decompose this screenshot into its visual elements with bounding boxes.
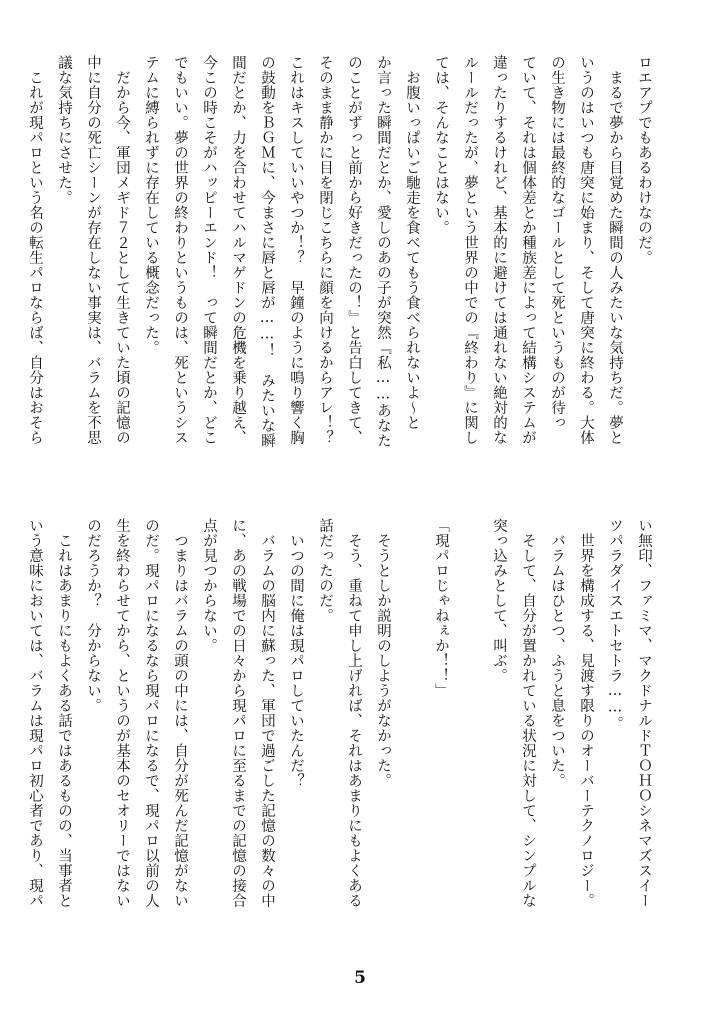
text-line: いう意味においては、バラムは現パロ初心者であり、現パ [27,518,43,908]
dialogue-line: 「現パロじゃねぇか！！」 [433,518,449,698]
text-line: 今この時こそがハッピーエンド！ って瞬間だとか、どこ [201,55,217,445]
text-line: に、あの戦場での日々から現パロに至るまでの記憶の接合 [230,518,246,908]
blank-line [397,518,426,943]
text-line: これが現パロという名の転生パロならば、自分はおそら [27,55,43,445]
text-line: つまりはバラムの頭の中には、自分が死んだ記憶がない [172,518,188,908]
text-line: まるで夢から目覚めた瞬間の人みたいな気持ちだ。夢と [607,55,623,445]
text-line: い無印、ファミマ、マクドナルドＴＯＨＯシネマズスイー [636,518,652,908]
text-line: 生を終わらせてから、というのが基本のセオリーではない [114,518,130,908]
text-line: お腹いっぱいご馳走を食べてもう食べられないよ〜と [404,55,420,430]
text-line: ツパラダイスエトセトラ……。 [607,518,623,731]
text-line: いつの間に俺は現パロしていたんだ？ [288,518,304,788]
page-number: 5 [354,968,366,988]
text-line: か言った瞬間だとか、愛しのあの子が突然『私……あなた [375,55,391,448]
text-line: そのまま静かに目を閉じこちらに顔を向けるからアレ！？ [317,55,333,445]
text-line: いうのはいつも唐突に始まり、そして唐突に終わる。大体 [578,55,594,445]
text-line: のことがずっと前から好きだったの！』と告白してきて、 [346,55,362,445]
text-line: 話だったのだ。 [317,518,333,623]
text-line: 違ったりするけれど、基本的に避けては通れない絶対的な [491,55,507,445]
text-line: でもいい。夢の世界の終わりというものは、死というシス [172,55,188,445]
text-line: これはあまりにもよくある話ではあるものの、当事者と [56,518,72,908]
text-line: そうとしか説明のしようがなかった。 [375,518,391,788]
text-block-bottom [20,518,658,943]
text-line: のだ。現パロになるなら現パロになるで、現パロ以前の人 [143,518,159,908]
text-line: バラムの脳内に蘇った、軍団で過ごした記憶の数々の中 [259,518,275,908]
text-line: の生き物には最終的なゴールとして死というものが待っ [549,55,565,430]
text-line: 点が見つからない。 [201,518,217,653]
text-line: の鼓動をＢＧＭに、今まさに唇と唇が……！ みたいな瞬 [259,55,275,448]
text-line: だから今、軍団メギド７２として生きていた頃の記憶の [114,55,130,445]
text-line: ては、そんなことはない。 [433,55,449,235]
text-line: これはキスしていいやつか！？ 早鐘のように鳴り響く胸 [288,55,304,445]
text-block-top [20,55,658,485]
text-line: バラムはひとつ、ふうと息をついた。 [549,518,565,788]
text-line: のだろうか？ 分からない。 [85,518,101,713]
text-line: 中に自分の死亡シーンが存在しない事実は、バラムを不思 [85,55,101,445]
text-line: ていて、それは個体差とか種族差によって結構システムが [520,55,536,445]
text-line: そして、自分が置かれている状況に対して、シンプルな [520,518,536,908]
text-line: ロエアプでもあるわけなのだ。 [636,55,652,265]
text-line: 議な気持ちにさせた。 [56,55,72,205]
text-line: そう、重ねて申し上げれば、それはあまりにもよくある [346,518,362,908]
text-line: 突っ込みとして、叫ぶ。 [491,518,507,683]
text-line: テムに縛られずに存在している概念だった。 [143,55,159,355]
text-line: 世界を構成する、見渡す限りのオーバーテクノロジー。 [578,518,594,908]
text-line: 間だとか、力を合わせてハルマゲドンの危機を乗り越え、 [230,55,246,445]
blank-line [455,518,484,943]
text-line: ルールだったが、夢という世界の中での『終わり』に関し [462,55,478,445]
